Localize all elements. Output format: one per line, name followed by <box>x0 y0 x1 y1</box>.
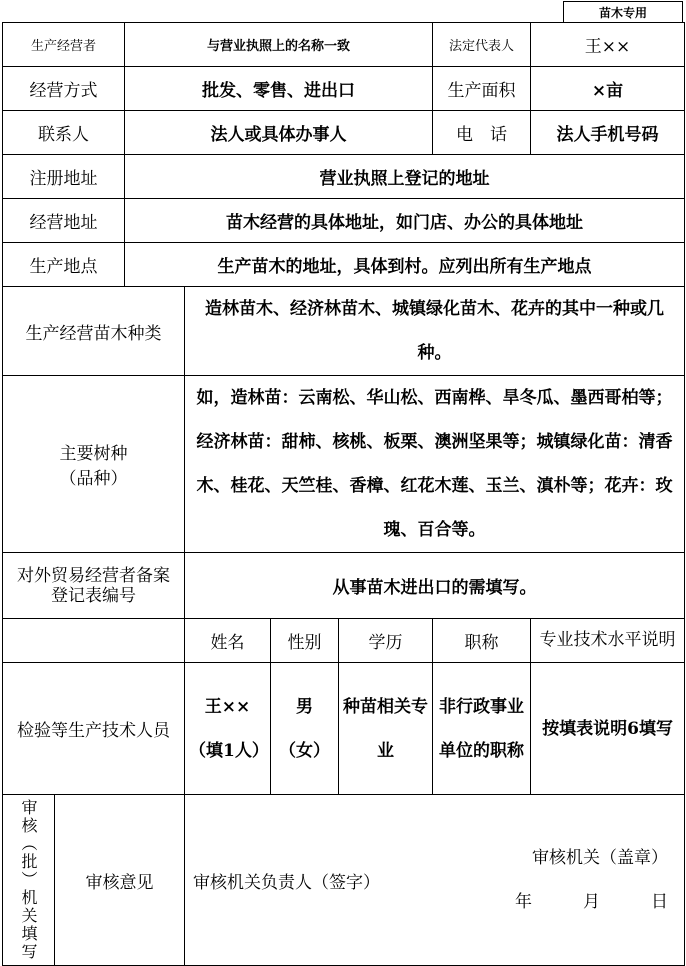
reg-address-row <box>3 155 685 199</box>
species-label <box>3 376 185 553</box>
review-seal: 审核机关（盖章） <box>532 848 669 868</box>
application-form <box>2 22 685 966</box>
prod-site-row <box>3 243 685 287</box>
trade-row <box>3 553 685 619</box>
staff-header-name: 姓名 <box>185 619 271 663</box>
prod-site-value: 生产苗木的地址，具体到村。应列出所有生产地点 <box>125 243 685 287</box>
staff-name: 王××（填1人） <box>185 663 271 795</box>
species-label-main: 主要树种 <box>59 444 128 464</box>
trade-label-line1: 对外贸易经营者备案 <box>17 565 170 586</box>
review-signer: 审核机关负责人（签字） <box>193 872 381 893</box>
staff-gender: 男（女） <box>271 663 339 795</box>
review-opinion-area <box>185 795 685 966</box>
types-value: 造林苗木、经济林苗木、城镇绿化苗木、花卉的其中一种或几种。 <box>185 287 685 376</box>
staff-education: 种苗相关专业 <box>339 663 433 795</box>
mode-label: 经营方式 <box>3 67 125 111</box>
species-label-sub: （品种） <box>59 469 128 489</box>
species-row <box>3 376 685 553</box>
review-opinion-label: 审核意见 <box>55 795 185 966</box>
trade-label <box>3 553 185 619</box>
staff-row <box>3 663 685 795</box>
contact-value: 法人或具体办事人 <box>125 111 433 155</box>
biz-address-value: 苗木经营的具体地址，如门店、办公的具体地址 <box>125 199 685 243</box>
review-side-label: 审核（批）机关填写 <box>3 795 55 966</box>
mode-value: 批发、零售、进出口 <box>125 67 433 111</box>
trade-label-line2: 登记表编号 <box>51 585 136 606</box>
review-row <box>3 795 685 966</box>
trade-value: 从事苗木进出口的需填写。 <box>185 553 685 619</box>
contact-label: 联系人 <box>3 111 125 155</box>
operator-row <box>3 23 685 67</box>
staff-header-blank <box>3 619 185 663</box>
contact-row <box>3 111 685 155</box>
legal-rep-label: 法定代表人 <box>433 23 531 67</box>
types-label: 生产经营苗木种类 <box>3 287 185 376</box>
reg-address-label: 注册地址 <box>3 155 125 199</box>
area-label: 生产面积 <box>433 67 531 111</box>
species-value: 如，造林苗：云南松、华山松、西南桦、旱冬瓜、墨西哥柏等；经济林苗：甜柿、核桃、板栗、澳洲坚果等；城镇绿化苗：清香木、桂花、天竺桂、香樟、红花木莲、玉兰、滇朴等；花卉：玫瑰、百合等。 <box>185 376 685 553</box>
special-use-badge: 苗木专用 <box>563 1 683 23</box>
phone-label: 电 话 <box>433 111 531 155</box>
staff-label: 检验等生产技术人员 <box>3 663 185 795</box>
phone-value: 法人手机号码 <box>531 111 685 155</box>
staff-header-title: 职称 <box>433 619 531 663</box>
staff-header-skill: 专业技术水平说明 <box>531 619 685 663</box>
legal-rep-value: 王×× <box>531 23 685 67</box>
biz-address-label: 经营地址 <box>3 199 125 243</box>
operator-value: 与营业执照上的名称一致 <box>125 23 433 67</box>
reg-address-value: 营业执照上登记的地址 <box>125 155 685 199</box>
review-date: 年 月 日 <box>515 892 669 912</box>
staff-header-row <box>3 619 685 663</box>
types-row <box>3 287 685 376</box>
operator-label: 生产经营者 <box>3 23 125 67</box>
mode-row <box>3 67 685 111</box>
staff-skill: 按填表说明6填写 <box>531 663 685 795</box>
staff-title: 非行政事业单位的职称 <box>433 663 531 795</box>
biz-address-row <box>3 199 685 243</box>
area-value: ×亩 <box>531 67 685 111</box>
staff-header-gender: 性别 <box>271 619 339 663</box>
staff-header-education: 学历 <box>339 619 433 663</box>
prod-site-label: 生产地点 <box>3 243 125 287</box>
